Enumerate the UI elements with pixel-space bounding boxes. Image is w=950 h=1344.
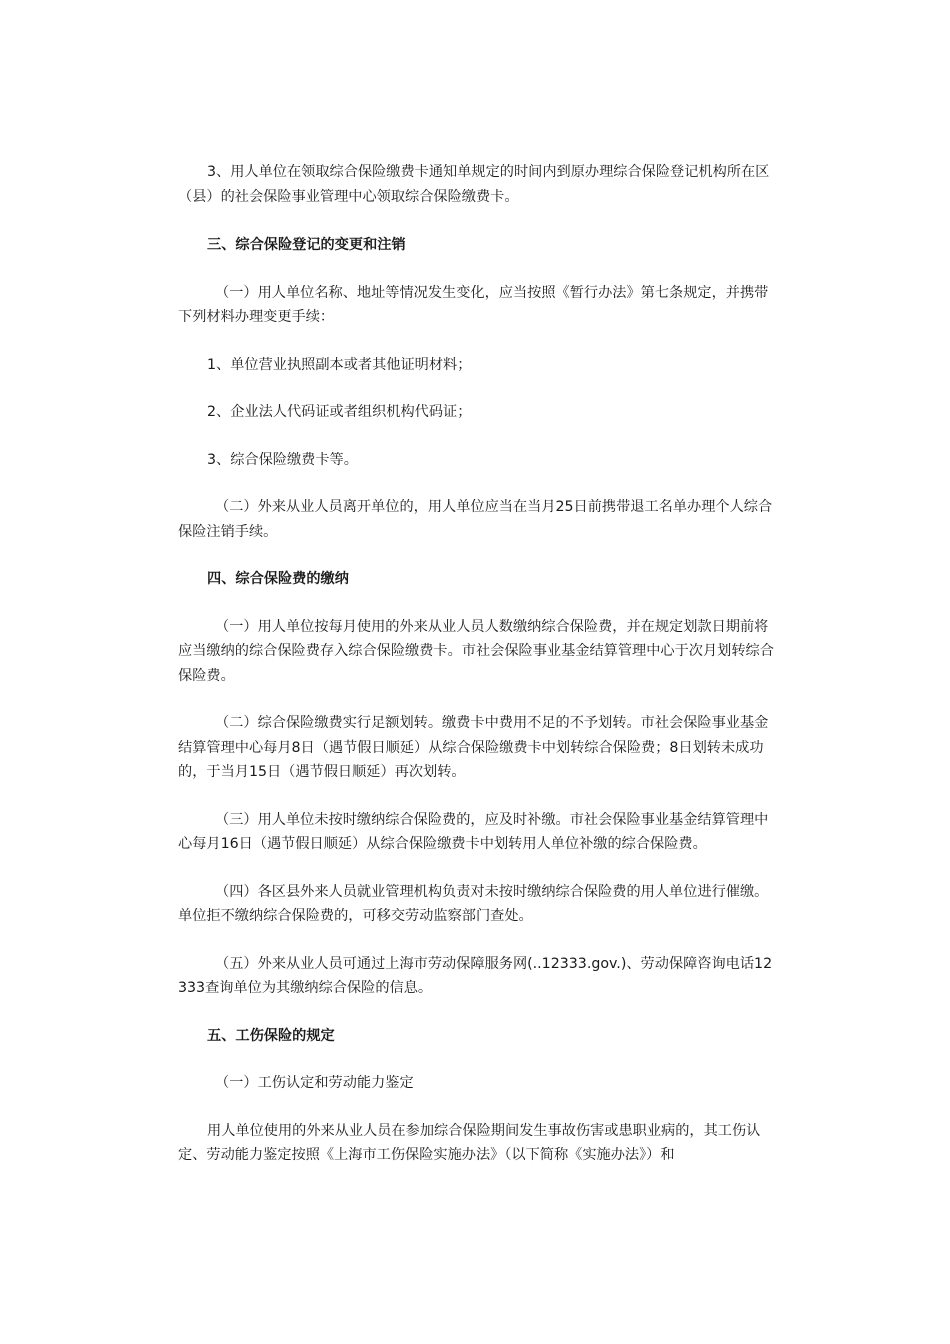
list-item-2: 2、企业法人代码证或者组织机构代码证； (207, 404, 472, 420)
paragraph-7: （四）各区县外来人员就业管理机构负责对未按时缴纳综合保险费的用人单位进行催缴。单位拒不缴纳综合保险费的，可移交劳动监察部门查处。 (178, 883, 769, 924)
paragraph-3: （二）外来从业人员离开单位的，用人单位应当在当月25日前携带退工名单办理个人综合保险注销手续。 (178, 499, 773, 540)
document-page (178, 160, 778, 1168)
paragraph-8: （五）外来从业人员可通过上海市劳动保障服务网(..12333.gov.)、劳动保障咨询电话12333查询单位为其缴纳综合保险的信息。 (178, 955, 773, 996)
section-heading-5: 五、工伤保险的规定 (207, 1027, 335, 1044)
paragraph-4: （一）用人单位按每月使用的外来从业人员人数缴纳综合保险费，并在规定划款日期前将应当缴纳的综合保险费存入综合保险缴费卡。市社会保险事业基金结算管理中心于次月划转综合保险费。 (178, 618, 774, 684)
sub-heading-1: （一）工伤认定和劳动能力鉴定 (215, 1075, 414, 1091)
paragraph-6: （三）用人单位未按时缴纳综合保险费的，应及时补缴。市社会保险事业基金结算管理中心每月16日（遇节假日顺延）从综合保险缴费卡中划转用人单位补缴的综合保险费。 (178, 811, 769, 852)
section-heading-4: 四、综合保险费的缴纳 (207, 571, 349, 587)
paragraph-9: 用人单位使用的外来从业人员在参加综合保险期间发生事故伤害或患职业病的，其工伤认定、劳动能力鉴定按照《上海市工伤保险实施办法》（以下简称《实施办法》）和 (178, 1122, 761, 1163)
section-heading-3: 三、综合保险登记的变更和注销 (207, 237, 406, 253)
paragraph-5: （二）综合保险缴费实行足额划转。缴费卡中费用不足的不予划转。市社会保险事业基金结算管理中心每月8日（遇节假日顺延）从综合保险缴费卡中划转综合保险费；8日划转未成功的，于当月15日（遇节假日顺延）再次划转。 (178, 715, 769, 780)
paragraph-1: 3、用人单位在领取综合保险缴费卡通知单规定的时间内到原办理综合保险登记机构所在区（县）的社会保险事业管理中心领取综合保险缴费卡。 (178, 164, 770, 205)
list-item-3: 3、综合保险缴费卡等。 (207, 451, 358, 468)
paragraph-2: （一）用人单位名称、地址等情况发生变化，应当按照《暂行办法》第七条规定，并携带下列材料办理变更手续： (178, 284, 769, 325)
list-item-1: 1、单位营业执照副本或者其他证明材料； (207, 356, 472, 373)
